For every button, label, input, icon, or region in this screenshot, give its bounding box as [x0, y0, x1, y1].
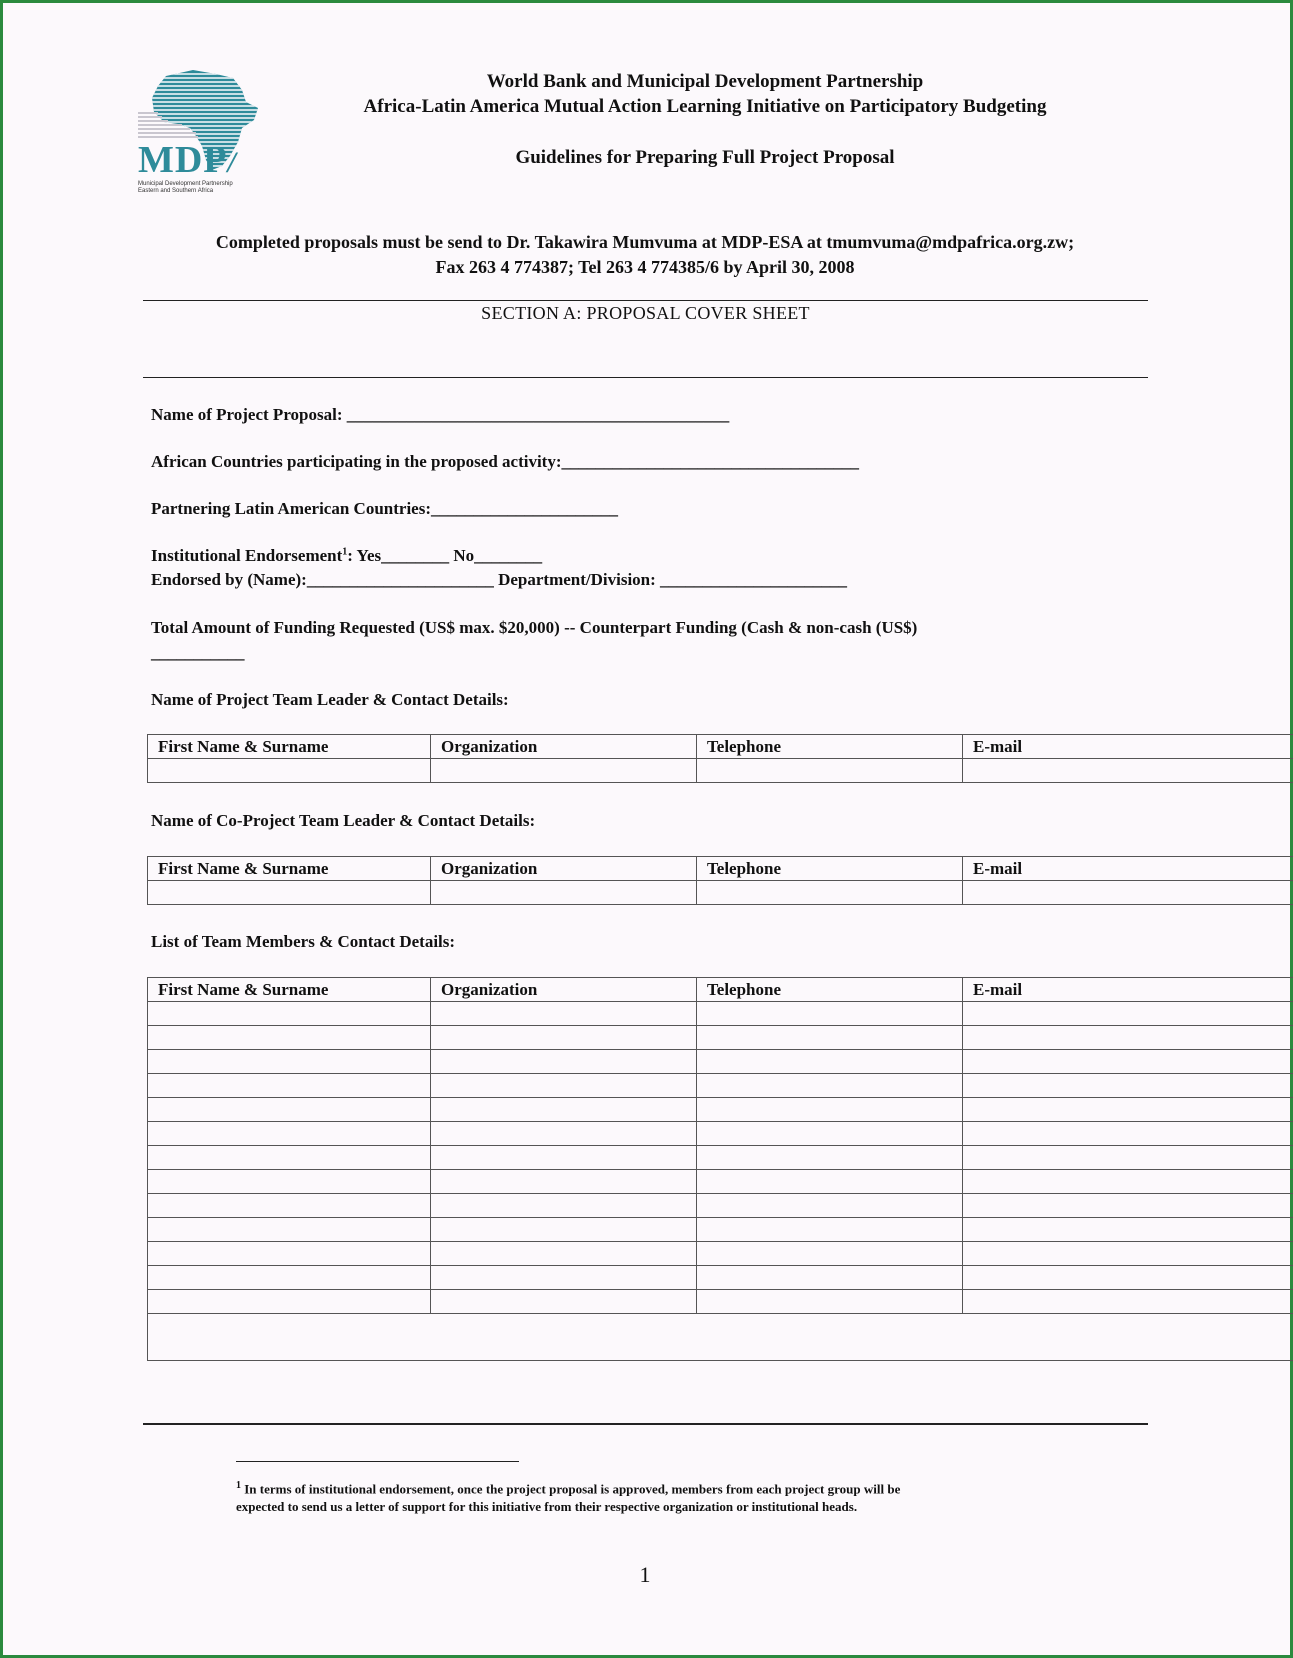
- footnote-line1: In terms of institutional endorsement, once the project proposal is approved, members from each project group will be: [244, 1481, 901, 1497]
- table-cell[interactable]: [963, 1242, 1293, 1266]
- column-header: Organization: [431, 978, 697, 1002]
- table-row: [148, 1074, 1293, 1098]
- table-cell[interactable]: [963, 1218, 1293, 1242]
- table-cell[interactable]: [697, 1122, 963, 1146]
- table-cell[interactable]: [963, 1074, 1293, 1098]
- table-cell[interactable]: [148, 1002, 431, 1026]
- endorsement-label: Institutional Endorsement: [151, 546, 343, 565]
- table-cell[interactable]: [963, 1002, 1293, 1026]
- table-cell[interactable]: [148, 1218, 431, 1242]
- project-name-field[interactable]: Name of Project Proposal: _____________________________________________: [151, 405, 730, 424]
- table-row: [148, 1122, 1293, 1146]
- table-cell[interactable]: [697, 1170, 963, 1194]
- table-cell[interactable]: [963, 1122, 1293, 1146]
- table-header-row: [148, 735, 1293, 759]
- table-cell[interactable]: [148, 1194, 431, 1218]
- team-leader-heading: Name of Project Team Leader & Contact Details:: [151, 690, 509, 709]
- table-cell[interactable]: [148, 1122, 431, 1146]
- table-cell[interactable]: [963, 1194, 1293, 1218]
- table-row: [148, 759, 1293, 783]
- divider: [143, 1423, 1148, 1425]
- table-cell[interactable]: [431, 1170, 697, 1194]
- table-cell[interactable]: [431, 759, 697, 783]
- footnote-ref: 1: [342, 546, 348, 558]
- table-cell[interactable]: [148, 1050, 431, 1074]
- table-cell[interactable]: [963, 1026, 1293, 1050]
- table-cell[interactable]: [148, 1170, 431, 1194]
- column-header: First Name & Surname: [148, 978, 431, 1002]
- co-leader-table: [147, 856, 1293, 905]
- table-cell[interactable]: [431, 1050, 697, 1074]
- table-cell[interactable]: [148, 1266, 431, 1290]
- table-cell[interactable]: [697, 1146, 963, 1170]
- table-cell[interactable]: [697, 1194, 963, 1218]
- table-cell[interactable]: [431, 1074, 697, 1098]
- table-cell[interactable]: [963, 881, 1293, 905]
- table-cell[interactable]: [431, 881, 697, 905]
- table-cell[interactable]: [148, 1314, 1293, 1361]
- column-header: E-mail: [963, 735, 1293, 759]
- table-cell[interactable]: [431, 1026, 697, 1050]
- table-row: [148, 1290, 1293, 1314]
- table-cell[interactable]: [431, 1194, 697, 1218]
- table-cell[interactable]: [148, 1074, 431, 1098]
- table-cell[interactable]: [697, 1242, 963, 1266]
- table-row: [148, 1146, 1293, 1170]
- table-cell[interactable]: [697, 1074, 963, 1098]
- table-cell[interactable]: [431, 1146, 697, 1170]
- footnote: [236, 1476, 900, 1499]
- column-header: E-mail: [963, 978, 1293, 1002]
- endorsed-by-field[interactable]: Endorsed by (Name):______________________ Department/Division: ______________________: [151, 570, 848, 589]
- footnote-divider: [236, 1461, 519, 1462]
- column-header: Organization: [431, 735, 697, 759]
- divider: [143, 377, 1148, 378]
- column-header: E-mail: [963, 857, 1293, 881]
- divider: [143, 300, 1148, 301]
- column-header: Telephone: [697, 735, 963, 759]
- table-cell[interactable]: [963, 1170, 1293, 1194]
- column-header: Telephone: [697, 857, 963, 881]
- table-row: [148, 1242, 1293, 1266]
- table-cell[interactable]: [697, 1098, 963, 1122]
- org-title: World Bank and Municipal Development Partnership: [486, 71, 924, 92]
- african-countries-field[interactable]: African Countries participating in the proposed activity:___________________________________: [151, 452, 860, 471]
- table-cell[interactable]: [148, 759, 431, 783]
- co-leader-heading: Name of Co-Project Team Leader & Contact Details:: [151, 811, 536, 830]
- table-row: [148, 1170, 1293, 1194]
- table-row: [148, 881, 1293, 905]
- program-title: Africa-Latin America Mutual Action Learning Initiative on Participatory Budgeting: [363, 96, 1047, 117]
- endorsement-options: : Yes________ No________: [347, 546, 543, 565]
- table-cell[interactable]: [431, 1290, 697, 1314]
- table-row: [148, 1002, 1293, 1026]
- section-title: SECTION A: PROPOSAL COVER SHEET: [481, 303, 810, 323]
- footnote-line2: expected to send us a letter of support for this initiative from their respective organization or institutional heads.: [236, 1499, 858, 1514]
- table-cell[interactable]: [963, 759, 1293, 783]
- table-cell[interactable]: [431, 1218, 697, 1242]
- column-header: Telephone: [697, 978, 963, 1002]
- table-row: [148, 1026, 1293, 1050]
- table-cell[interactable]: [431, 1242, 697, 1266]
- table-cell[interactable]: [431, 1122, 697, 1146]
- table-cell[interactable]: [697, 881, 963, 905]
- table-row: [148, 1194, 1293, 1218]
- table-cell[interactable]: [963, 1146, 1293, 1170]
- members-heading: List of Team Members & Contact Details:: [151, 932, 456, 951]
- table-row: [148, 1266, 1293, 1290]
- funding-field[interactable]: Total Amount of Funding Requested (US$ max. $20,000) -- Counterpart Funding (Cash & non-cash (US$): [151, 618, 918, 637]
- members-table: [147, 977, 1293, 1361]
- table-cell[interactable]: [148, 1290, 431, 1314]
- table-cell[interactable]: [148, 881, 431, 905]
- footnote-mark: 1: [236, 1480, 241, 1491]
- table-row: [148, 1050, 1293, 1074]
- table-cell[interactable]: [963, 1050, 1293, 1074]
- column-header: Organization: [431, 857, 697, 881]
- endorsement-field[interactable]: [151, 546, 542, 566]
- table-cell[interactable]: [431, 1098, 697, 1122]
- table-cell[interactable]: [963, 1098, 1293, 1122]
- table-cell[interactable]: [697, 1002, 963, 1026]
- table-cell[interactable]: [148, 1146, 431, 1170]
- table-cell[interactable]: [697, 1026, 963, 1050]
- table-cell[interactable]: [697, 1218, 963, 1242]
- document-subtitle: Guidelines for Preparing Full Project Proposal: [515, 147, 895, 168]
- table-header-row: [148, 978, 1293, 1002]
- table-cell[interactable]: [697, 759, 963, 783]
- submission-info: Completed proposals must be send to Dr. Takawira Mumvuma at MDP-ESA at tmumvuma@mdpafrica.org.zw;: [215, 232, 1075, 252]
- table-cell[interactable]: [697, 1290, 963, 1314]
- logo-text: MDP/: [138, 139, 237, 181]
- table-row-wide: [148, 1314, 1293, 1361]
- table-cell[interactable]: [148, 1098, 431, 1122]
- table-cell[interactable]: [697, 1266, 963, 1290]
- table-cell[interactable]: [963, 1290, 1293, 1314]
- table-cell[interactable]: [431, 1002, 697, 1026]
- team-leader-table: [147, 734, 1293, 783]
- mdp-logo: [138, 68, 268, 196]
- table-row: [148, 1218, 1293, 1242]
- funding-blank[interactable]: ___________: [151, 643, 245, 662]
- page-number: 1: [639, 1562, 651, 1587]
- latin-countries-field[interactable]: Partnering Latin American Countries:______________________: [151, 499, 618, 518]
- table-row: [148, 1098, 1293, 1122]
- column-header: First Name & Surname: [148, 857, 431, 881]
- table-header-row: [148, 857, 1293, 881]
- table-cell[interactable]: [697, 1050, 963, 1074]
- table-cell[interactable]: [148, 1242, 431, 1266]
- logo-subtitle: Municipal Development Partnership Eastern and Southern Africa: [138, 181, 233, 194]
- table-cell[interactable]: [431, 1266, 697, 1290]
- table-cell[interactable]: [148, 1026, 431, 1050]
- table-cell[interactable]: [963, 1266, 1293, 1290]
- column-header: First Name & Surname: [148, 735, 431, 759]
- contact-info: Fax 263 4 774387; Tel 263 4 774385/6 by April 30, 2008: [435, 257, 855, 277]
